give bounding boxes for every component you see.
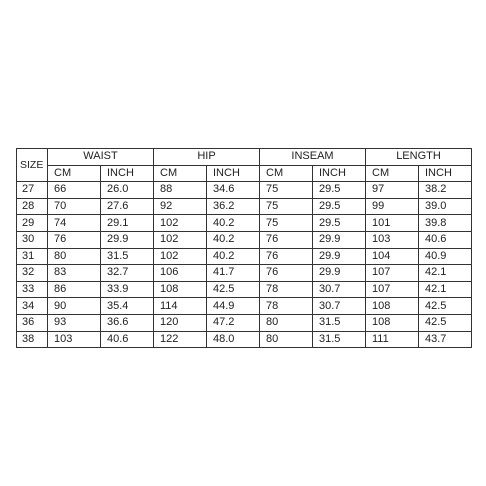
table-body	[17, 182, 472, 348]
cell-waist-inch: 26.0	[101, 182, 154, 199]
table-header	[17, 149, 472, 182]
cell-length-cm: 97	[366, 182, 419, 199]
unit-header-hip-cm: CM	[154, 165, 207, 182]
size-header: SIZE	[17, 149, 48, 182]
cell-size: 29	[17, 215, 48, 232]
cell-size: 36	[17, 314, 48, 331]
cell-hip-inch: 34.6	[207, 182, 260, 199]
cell-hip-cm: 92	[154, 198, 207, 215]
table-row	[17, 182, 472, 199]
cell-size: 34	[17, 298, 48, 315]
cell-inseam-inch: 29.9	[313, 248, 366, 265]
cell-waist-inch: 31.5	[101, 248, 154, 265]
header-row-units	[17, 165, 472, 182]
cell-hip-cm: 102	[154, 248, 207, 265]
cell-waist-cm: 70	[48, 198, 101, 215]
cell-length-cm: 107	[366, 265, 419, 282]
cell-length-cm: 103	[366, 231, 419, 248]
unit-header-waist-cm: CM	[48, 165, 101, 182]
cell-hip-inch: 40.2	[207, 248, 260, 265]
cell-size: 32	[17, 265, 48, 282]
cell-inseam-inch: 29.5	[313, 215, 366, 232]
cell-waist-inch: 40.6	[101, 331, 154, 348]
cell-length-inch: 42.5	[419, 314, 472, 331]
table-row	[17, 314, 472, 331]
cell-length-inch: 38.2	[419, 182, 472, 199]
cell-inseam-cm: 80	[260, 331, 313, 348]
unit-header-length-inch: INCH	[419, 165, 472, 182]
group-header-inseam: INSEAM	[260, 149, 366, 166]
cell-hip-cm: 102	[154, 231, 207, 248]
unit-header-hip-inch: INCH	[207, 165, 260, 182]
cell-waist-cm: 80	[48, 248, 101, 265]
cell-inseam-cm: 76	[260, 248, 313, 265]
size-chart-table	[16, 148, 472, 348]
group-header-length: LENGTH	[366, 149, 472, 166]
cell-length-cm: 99	[366, 198, 419, 215]
cell-inseam-inch: 29.5	[313, 182, 366, 199]
unit-header-waist-inch: INCH	[101, 165, 154, 182]
group-header-hip: HIP	[154, 149, 260, 166]
cell-size: 33	[17, 281, 48, 298]
cell-inseam-inch: 29.5	[313, 198, 366, 215]
cell-hip-inch: 42.5	[207, 281, 260, 298]
unit-header-inseam-inch: INCH	[313, 165, 366, 182]
cell-length-cm: 108	[366, 298, 419, 315]
cell-length-cm: 101	[366, 215, 419, 232]
cell-length-inch: 42.1	[419, 265, 472, 282]
cell-length-inch: 42.5	[419, 298, 472, 315]
cell-hip-inch: 44.9	[207, 298, 260, 315]
cell-length-cm: 107	[366, 281, 419, 298]
cell-size: 27	[17, 182, 48, 199]
cell-hip-cm: 88	[154, 182, 207, 199]
unit-header-inseam-cm: CM	[260, 165, 313, 182]
table-row	[17, 281, 472, 298]
cell-hip-cm: 120	[154, 314, 207, 331]
cell-hip-cm: 102	[154, 215, 207, 232]
cell-hip-inch: 47.2	[207, 314, 260, 331]
cell-length-inch: 42.1	[419, 281, 472, 298]
unit-header-length-cm: CM	[366, 165, 419, 182]
cell-hip-cm: 114	[154, 298, 207, 315]
cell-length-inch: 43.7	[419, 331, 472, 348]
cell-waist-cm: 76	[48, 231, 101, 248]
table-row	[17, 215, 472, 232]
cell-waist-inch: 27.6	[101, 198, 154, 215]
cell-size: 38	[17, 331, 48, 348]
table-row	[17, 265, 472, 282]
cell-inseam-inch: 31.5	[313, 314, 366, 331]
cell-waist-cm: 74	[48, 215, 101, 232]
cell-inseam-cm: 78	[260, 281, 313, 298]
cell-length-inch: 40.9	[419, 248, 472, 265]
table-row	[17, 298, 472, 315]
cell-waist-inch: 32.7	[101, 265, 154, 282]
cell-inseam-cm: 75	[260, 182, 313, 199]
cell-length-inch: 40.6	[419, 231, 472, 248]
cell-waist-inch: 29.9	[101, 231, 154, 248]
cell-inseam-cm: 80	[260, 314, 313, 331]
cell-inseam-cm: 76	[260, 265, 313, 282]
cell-inseam-inch: 29.9	[313, 265, 366, 282]
cell-waist-cm: 103	[48, 331, 101, 348]
table-row	[17, 331, 472, 348]
cell-inseam-cm: 75	[260, 198, 313, 215]
cell-waist-inch: 33.9	[101, 281, 154, 298]
group-header-waist: WAIST	[48, 149, 154, 166]
cell-inseam-inch: 29.9	[313, 231, 366, 248]
table-row	[17, 248, 472, 265]
table-row	[17, 231, 472, 248]
cell-inseam-cm: 78	[260, 298, 313, 315]
cell-hip-inch: 36.2	[207, 198, 260, 215]
cell-hip-cm: 106	[154, 265, 207, 282]
cell-hip-cm: 122	[154, 331, 207, 348]
cell-waist-inch: 36.6	[101, 314, 154, 331]
cell-hip-inch: 41.7	[207, 265, 260, 282]
cell-size: 30	[17, 231, 48, 248]
cell-hip-inch: 40.2	[207, 231, 260, 248]
cell-length-inch: 39.0	[419, 198, 472, 215]
header-row-groups	[17, 149, 472, 166]
cell-hip-inch: 48.0	[207, 331, 260, 348]
cell-inseam-inch: 30.7	[313, 298, 366, 315]
cell-waist-cm: 83	[48, 265, 101, 282]
cell-size: 28	[17, 198, 48, 215]
cell-length-cm: 108	[366, 314, 419, 331]
cell-waist-cm: 86	[48, 281, 101, 298]
cell-length-cm: 111	[366, 331, 419, 348]
cell-inseam-inch: 30.7	[313, 281, 366, 298]
cell-waist-cm: 93	[48, 314, 101, 331]
table-row	[17, 198, 472, 215]
cell-hip-cm: 108	[154, 281, 207, 298]
cell-length-inch: 39.8	[419, 215, 472, 232]
cell-waist-cm: 66	[48, 182, 101, 199]
cell-waist-inch: 35.4	[101, 298, 154, 315]
cell-length-cm: 104	[366, 248, 419, 265]
cell-inseam-cm: 75	[260, 215, 313, 232]
cell-inseam-inch: 31.5	[313, 331, 366, 348]
cell-waist-cm: 90	[48, 298, 101, 315]
cell-waist-inch: 29.1	[101, 215, 154, 232]
cell-inseam-cm: 76	[260, 231, 313, 248]
cell-size: 31	[17, 248, 48, 265]
cell-hip-inch: 40.2	[207, 215, 260, 232]
